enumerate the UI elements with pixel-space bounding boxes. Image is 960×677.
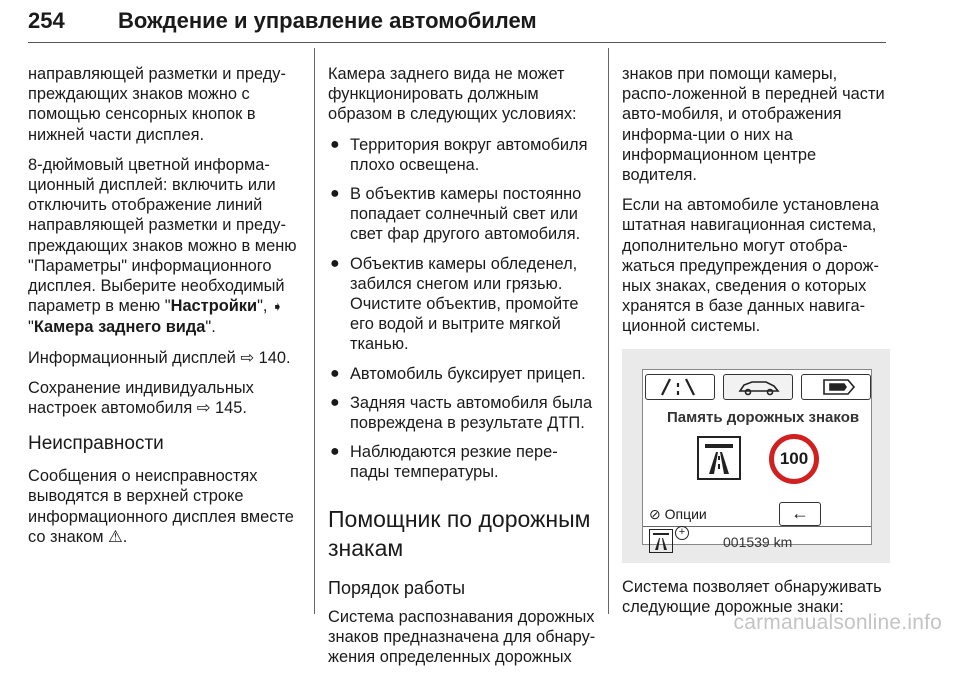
list-item: ● Территория вокруг автомобиля плохо освещена. bbox=[330, 135, 588, 174]
paragraph: Камера заднего вида не может функционировать должным образом в следующих условиях: bbox=[328, 65, 577, 124]
list-item: ● Наблюдаются резкие пере-пады температуры. bbox=[330, 443, 558, 482]
odometer: 001539 km bbox=[723, 533, 793, 550]
list-item: ● Автомобиль буксирует прицеп. bbox=[330, 364, 586, 383]
paragraph: 8-дюймовый цветной информа-ционный дисплей: включить или отключить отображение линий направляющей разметки и преду-преждающих знаков можно в меню "Параметры" информационного дисплея. Выберите необходимый параметр в меню "Настройки", ➧ "Камера заднего вида". bbox=[28, 155, 297, 337]
paragraph: знаков при помощи камеры, распо-ложенной в передней части авто-мобиля, и отображения информа-ции о них на информационном центре водителя. bbox=[622, 65, 885, 185]
display-illustration bbox=[622, 349, 890, 563]
list-item: ● В объектив камеры постоянно попадает солнечный свет или свет фар другого автомобиля. bbox=[330, 185, 582, 244]
car-icon bbox=[723, 374, 793, 400]
options-label: ⊘ Опции bbox=[649, 505, 707, 522]
sign-icon bbox=[801, 374, 871, 400]
conditions-list bbox=[328, 135, 596, 483]
plus-icon: + bbox=[675, 526, 689, 540]
paragraph: Система позволяет обнаруживать следующие дорожные знаки: bbox=[622, 577, 882, 616]
info-display-screen bbox=[642, 369, 872, 550]
lane-icon bbox=[645, 374, 715, 400]
paragraph: направляющей разметки и преду-преждающих знаков можно с помощью сенсорных кнопок в нижней части дисплея. bbox=[28, 65, 286, 144]
paragraph: Если на автомобиле установлена штатная навигационная система, дополнительно могут отобра-жаться предупреждения о дорож-ных знаках, сведения о которых хранятся в базе данных навига-ционной системы. bbox=[622, 196, 879, 336]
column-3 bbox=[622, 64, 890, 627]
section-heading: Неисправности bbox=[28, 433, 164, 455]
header-divider bbox=[28, 42, 886, 43]
watermark: carmanualsonline.info bbox=[733, 611, 942, 634]
list-item: ● Задняя часть автомобиля была повреждена в результате ДТП. bbox=[330, 393, 593, 433]
motorway-icon bbox=[697, 436, 741, 480]
speed-limit-sign: 100 bbox=[769, 434, 819, 484]
column-divider bbox=[608, 48, 609, 614]
page-number: 254 bbox=[28, 8, 65, 33]
cross-reference: Информационный дисплей ⇨ 140. bbox=[28, 348, 291, 367]
paragraph: Сообщения о неисправностях выводятся в верхней строке информационного дисплея вместе со знаком ⚠. bbox=[28, 467, 294, 546]
check-circle-icon: ⊘ bbox=[649, 505, 661, 522]
motorway-icon bbox=[649, 529, 673, 553]
column-2 bbox=[328, 64, 596, 677]
page-title: Вождение и управление автомобилем bbox=[118, 8, 537, 33]
screen-title: Память дорожных знаков bbox=[667, 408, 860, 426]
cross-reference: Сохранение индивидуальных настроек автомобиля ⇨ 145. bbox=[28, 378, 254, 418]
back-arrow-icon: ← bbox=[779, 502, 821, 526]
column-1 bbox=[28, 64, 300, 557]
page-header bbox=[28, 2, 886, 42]
paragraph: Система распознавания дорожных знаков предназначена для обнару-жения определенных дорожных bbox=[328, 607, 596, 667]
list-item: ● Объектив камеры обледенел, забился снегом или грязью. Очистите объектив, промойте его водой и вытрите мягкой тканью. bbox=[330, 254, 579, 354]
section-heading: Помощник по дорожным знакам bbox=[328, 505, 591, 561]
subsection-heading: Порядок работы bbox=[328, 577, 466, 598]
arrow-right-icon: ➧ bbox=[272, 299, 283, 315]
column-divider bbox=[314, 48, 315, 614]
